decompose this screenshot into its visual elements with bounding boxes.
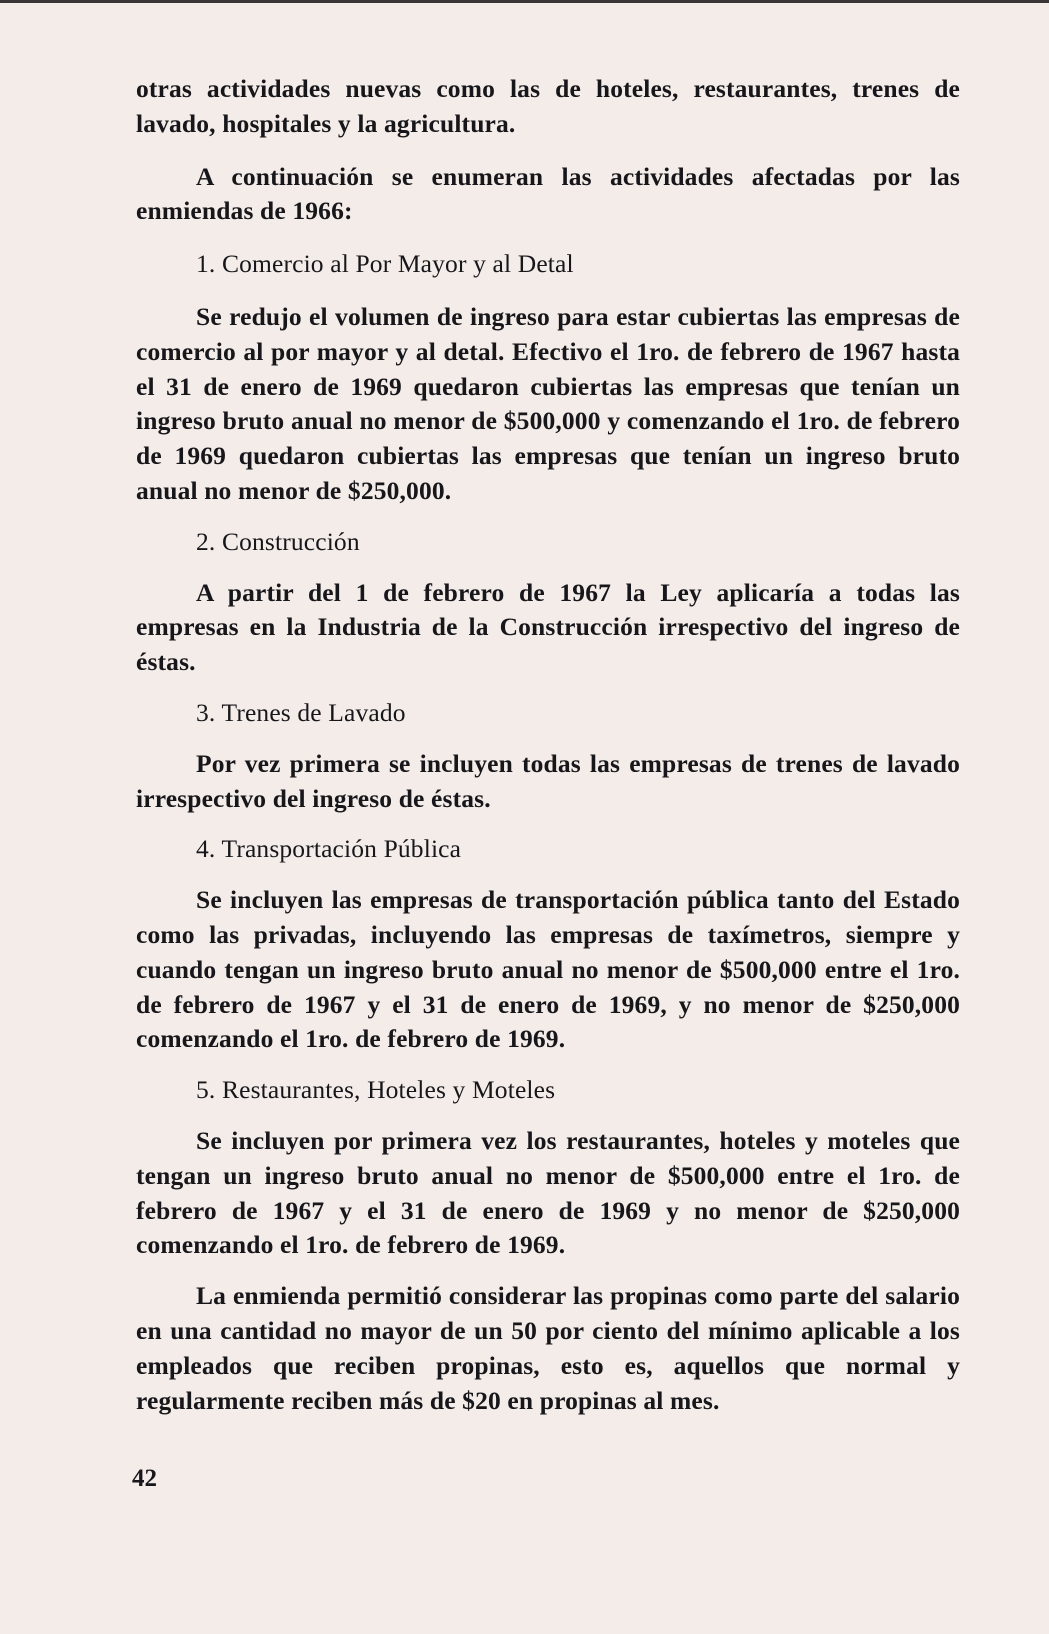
section-body-trenes: Por vez primera se incluyen todas las empresas de trenes de lavado irrespectivo del ingreso de éstas. (136, 748, 960, 813)
section-heading-restaurantes: 5. Restaurantes, Hoteles y Moteles (196, 1075, 556, 1105)
page-number: 42 (132, 1465, 157, 1492)
section-heading-comercio: 1. Comercio al Por Mayor y al Detal (196, 249, 574, 279)
section-heading-transportacion: 4. Transportación Pública (196, 834, 462, 864)
section-heading-trenes: 3. Trenes de Lavado (196, 697, 406, 727)
section-body-restaurantes: Se incluyen por primera vez los restaurantes, hoteles y moteles que tengan un ingreso bruto anual no menor de $500,000 entre el 1ro. de febrero de 1967 y el 31 de enero de 1969 y no menor de $250,000 comenzando el 1ro. de febrero de 1969. (136, 1125, 960, 1260)
section-body-comercio: Se redujo el volumen de ingreso para estar cubiertas las empresas de comercio al por mayor y al detal. Efectivo el 1ro. de febrero de 1967 hasta el 31 de enero de 1969 quedaron cubiertas las empresas que tenían un ingreso bruto anual no menor de $500,000 y comenzando el 1ro. de febrero de 1969 quedaron cubiertas las empresas que tenían un ingreso bruto anual no menor de $250,000. (136, 301, 960, 505)
section-body-transportacion: Se incluyen las empresas de transportación pública tanto del Estado como las privadas, incluyendo las empresas de taxímetros, siempre y cuando tengan un ingreso bruto anual no menor de $500,000 entre el 1ro. de febrero de 1967 y el 31 de enero de 1969, y no menor de $250,000 comenzando el 1ro. de febrero de 1969. (136, 885, 960, 1054)
list-intro-paragraph: A continuación se enumeran las actividades afectadas por las enmiendas de 1966: (136, 161, 960, 226)
section-body-construccion: A partir del 1 de febrero de 1967 la Ley aplicaría a todas las empresas en la Industria de la Construcción irrespectivo del ingreso de éstas. (136, 577, 960, 677)
closing-paragraph: La enmienda permitió considerar las propinas como parte del salario en una cantidad no mayor de un 50 por ciento del mínimo aplicable a los empleados que reciben propinas, esto es, aquellos que normal y regularmente reciben más de $20 en propinas al mes. (136, 1281, 960, 1415)
page-body (136, 72, 960, 1418)
intro-paragraph: otras actividades nuevas como las de hoteles, restaurantes, trenes de lavado, hospitales y la agricultura. (136, 74, 960, 138)
section-heading-construccion: 2. Construcción (196, 526, 360, 556)
